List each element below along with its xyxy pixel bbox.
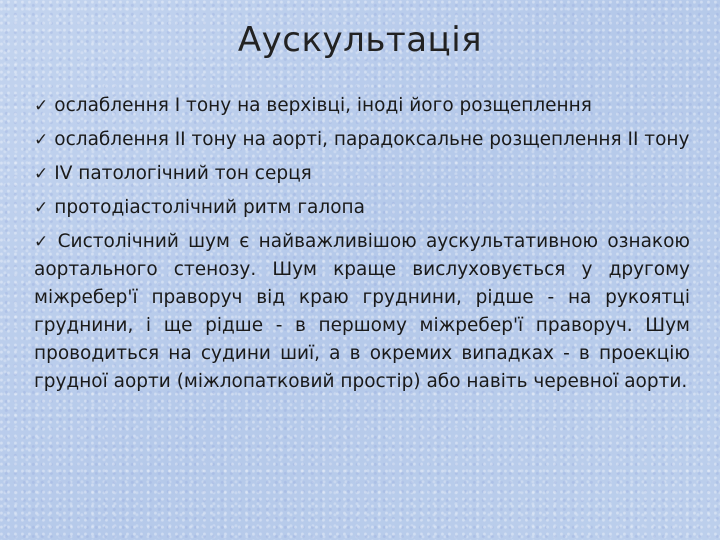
bullet-text: Систолічний шум є найважливішою аускультативною ознакою аортального стенозу. Шум краще вислуховується у другому міжребер'ї праворуч від краю груднини, рідше - на рукоятці груднини, і ще рідше - в першому міжребер'ї праворуч. Шум проводиться на судини шиї, а в окремих випадках - в проекцію грудної аорти (міжлопатковий простір) або навіть черевної аорти. [34,231,690,392]
bullet-item [34,228,690,396]
bullet-text: ослаблення ІІ тону на аорті, парадоксальне розщеплення ІІ тону [54,129,690,150]
bullet-item [34,160,690,188]
bullet-list [34,92,690,402]
check-icon: ✓ [34,232,52,252]
bullet-text: протодіастолічний ритм галопа [54,197,365,218]
check-icon: ✓ [34,96,49,116]
check-icon: ✓ [34,164,49,184]
bullet-text: ослаблення І тону на верхівці, іноді його розщеплення [54,95,592,116]
bullet-text: IV патологічний тон серця [54,163,312,184]
bullet-item [34,126,690,154]
check-icon: ✓ [34,130,49,150]
bullet-item [34,92,690,120]
bullet-item [34,194,690,222]
slide-title: Аускультація [237,20,483,60]
check-icon: ✓ [34,198,49,218]
